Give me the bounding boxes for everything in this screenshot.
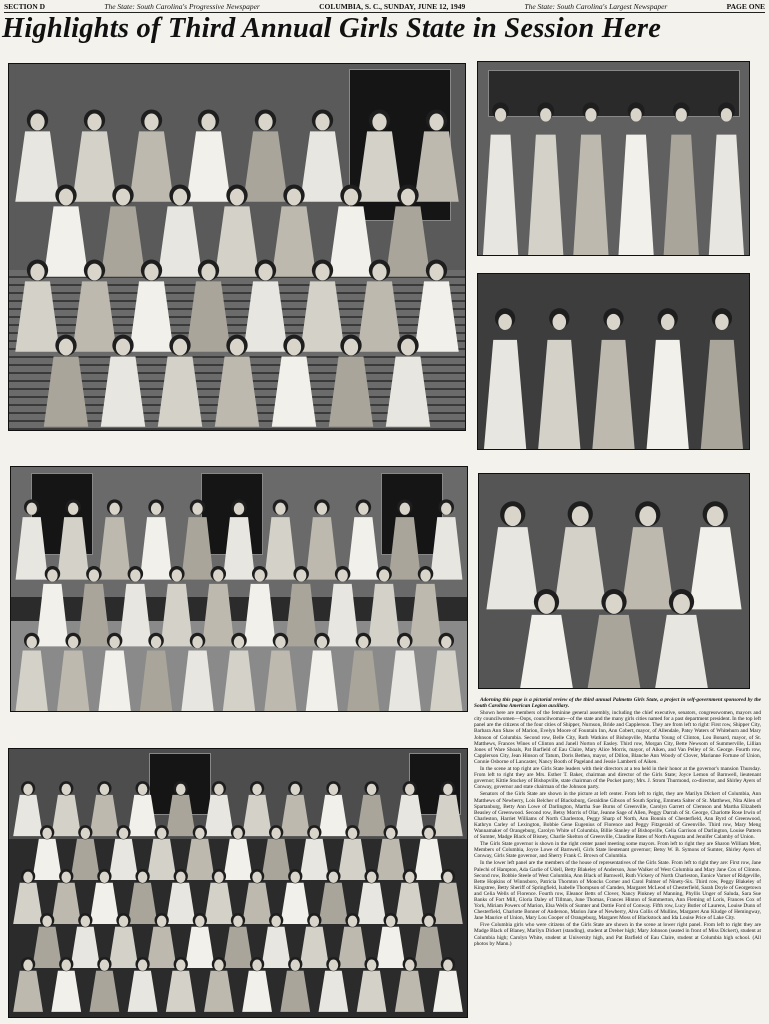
person-figure <box>15 109 59 201</box>
person-figure <box>98 499 130 579</box>
caption-paragraph: The Girls State governor is shown in the right center panel meeting some mayors. From left to right they are Sharon William Mett, Members of Columbia, Joyce Lowe of Barnwell, Girls State lieutenant governor; Betsy W. B. Symons of Sumter, Shirley Ayers of Conway, Girls State governor, and Sherry Frank C. Brown of Columbia. <box>474 841 761 860</box>
figures-bottom-group <box>9 749 467 1017</box>
section-label: SECTION D <box>4 1 46 11</box>
tagline-right: The State: South Carolina's Largest Newspaper <box>524 1 668 11</box>
person-figure <box>357 109 401 201</box>
person-figure <box>484 308 526 449</box>
caption-paragraph: Five Columbia girls who were citizens of the Girls State are shown in the scene at lower right panel. From left to right they are Madge Black of Blaney, Marilyn Dickert (standing), student at Dreher high; Mary Johnson (seated in front of Miss Dickert), student at Columbia high; Carolyn White, student at University high, and Pat Barfield of Eau Claire, student at Columbia high school. (All photos by Mann.) <box>474 922 761 947</box>
person-figure <box>592 308 634 449</box>
caption-paragraph: In the lower left panel are the members of the house of representatives of the Girls State. From left to right they are: First row, Jane Palechi of Hampton, Ada Garlie of Udell, Betty Blakeley of Anderson, June Walker of West Columbia and Mary Jane Cox of Clinton. Second row, Bobbie Steele of West Columbia, Ann Black of Barnwell, Ruth Vickery of North Charleston, Eunice Varner of Ridgeville, Bette Hopkins of Winnsboro, Patricia Thornton of Moncks Corner and Carol Palmer of Ninety-Six. Third row, Peggy Blakeley of Kingstree, Betty Sheriff of Springfield, Isabelle Thompson of Camden, Margaret McLeod of Chesterfield, Sarah Doyle of Georgetown and Celia Wells of Florence. Fourth row, Eleanor Betts of Clover, Nancy Pinkney of Manning, Phyllis Unger of Saluda, Sara Sue Banks of Fort Mill, Gloria Daley of Tillman, June Thomas, Frances Hinton of Summerton, Ann Fleming of Loris, Frances Cox of York, Miriam Powers of Marion, Elsa Wells of Sumter and Dottie Ford of Conway. Fifth row, Lucy Butler of Laurens, Louise Dunn of Chesterfield, Charlotte Bonner of Anderson, Marion Jane of Newberry, Alva Collis of Mullins, Margaret Ann Kludge of Hemingway, Jane Maurice of Union, Mary Lou Cooper of Orangeburg, Margaret Moss of Blackstock and Ida Louise Price of Lake City. <box>474 860 761 922</box>
person-figure <box>57 499 89 579</box>
person-figure <box>13 781 43 836</box>
person-figure <box>128 781 158 836</box>
person-figure <box>280 781 310 836</box>
person-figure <box>389 499 421 579</box>
person-figure <box>186 109 230 201</box>
figures-hats-group <box>478 62 749 255</box>
person-figure <box>709 102 744 255</box>
person-figure <box>701 308 743 449</box>
person-figure <box>90 781 120 836</box>
person-figure <box>664 102 699 255</box>
figures-reception-line <box>478 274 749 449</box>
person-figure <box>51 781 81 836</box>
person-figure <box>204 781 234 836</box>
person-figure <box>166 781 196 836</box>
caption-paragraph: Senators of the Girls State are shown in the picture at left center. From left to right, they are Marilyn Dickert of Columbia, Ann Matthews of Newberry, Lois Belcher of Blacksburg, Geraldine Gibson of South Spring, Emmeta Salter of St. Matthews, Nita Allen of Spartanburg, Betty Ann Lowe of Darlington, Martha Sue Burns of Greenville, Carolyn Garrett of Clemson and Martha Elizabeth Beasley of Greenwood. Second row, Betsy Morris of Olar, Jeanne Sage of Allen, Peggy Darrah of St. George, Charlotte Rose Irwin of Charleston, Harriet Williams of North Charleston, Peggy Sharp of North, Ann Bonnin of Chesterfield, Ann Byrd of Greenwood, Kathryn Carley of Lexington, Bobbie Gene Eugenius of Florence and Peggy Fitzgerald of Greenville. Third row, Mary Meng Wannamaker of Orangeburg, Carolyn White of Columbia, Billie Stanley of Bishopville, Celia Garrison of Darlington, Louise Pattern of Sumter, Madge Black of Bisney, Charlie Skelton of Greenville, Claudine Bates of North Augusta and Jennifer Calamby of Union. <box>474 791 761 841</box>
person-figure <box>264 499 296 579</box>
figures-small-group <box>479 474 749 688</box>
person-figure <box>72 109 116 201</box>
photo-reception-line <box>477 273 750 450</box>
person-figure <box>483 102 518 255</box>
caption-lead: Adorning this page is a pictorial review of the third annual Palmetto Girls State, a project in self-government sponsored by the South Carolina American Legion auxiliary. <box>474 697 761 710</box>
person-figure <box>319 781 349 836</box>
person-figure <box>140 499 172 579</box>
person-figure <box>306 499 338 579</box>
person-figure <box>357 781 387 836</box>
person-figure <box>618 102 653 255</box>
person-figure <box>129 109 173 201</box>
person-figure <box>538 308 580 449</box>
person-figure <box>486 501 539 609</box>
figures-front-group <box>11 467 467 711</box>
person-figure <box>647 308 689 449</box>
person-figure <box>689 501 742 609</box>
person-figure <box>621 501 674 609</box>
person-figure <box>243 109 287 201</box>
person-figure <box>430 499 462 579</box>
person-figure <box>347 499 379 579</box>
person-figure <box>181 499 213 579</box>
person-figure <box>395 781 425 836</box>
figures-steps-group <box>9 64 465 430</box>
photo-steps-group <box>8 63 466 431</box>
person-figure <box>242 781 272 836</box>
person-figure <box>573 102 608 255</box>
person-figure <box>528 102 563 255</box>
page-number: PAGE ONE <box>726 1 765 11</box>
caption-paragraph: In the scene at top right are Girls State leaders with their directors at a tea held in their honor at the governor's mansion Thursday. From left to right they are Mrs. Esther T. Baker, chairman and director of the Girls State; Joyce Lemon of Barnwell, lieutenant governor; Kittie Stuckey of Bishopville, state chairman of the Pocket party; Mrs. J. Strom Thurmond, co-director, and Shirley Ayers of Conway, governor and state chairman of the Johnson party. <box>474 766 761 791</box>
tagline-left: The State: South Carolina's Progressive Newspaper <box>104 1 260 11</box>
person-figure <box>300 109 344 201</box>
photo-front-group <box>10 466 468 712</box>
photo-bottom-group <box>8 748 468 1018</box>
person-figure <box>414 109 458 201</box>
photo-hats-group <box>477 61 750 256</box>
person-figure <box>433 781 463 836</box>
page-headline: Highlights of Third Annual Girls State in Session Here <box>2 13 662 44</box>
person-figure <box>554 501 607 609</box>
photo-caption-text <box>474 697 761 1019</box>
dateline: COLUMBIA, S. C., SUNDAY, JUNE 12, 1949 <box>319 1 466 11</box>
person-figure <box>223 499 255 579</box>
person-figure <box>16 499 48 579</box>
photo-small-group <box>478 473 750 689</box>
caption-paragraph: Shown here are members of the feminine general assembly, including the chief executive, senators, congresswomen, mayors and city councilwomen—Oops, councilwoman—of the state and the many girls cities named for a past department president. In the top left panel are the citizens of the four cities of Shipper, Nurnson, Bride and Capplerson. They are from left to right: First row, Shipper City, Barbara Ann Shaw of Marion, Evelyn Moore of Fountain Inn, Ann Cobert, mayor, of Allendale, Patsy Waters of Whitehurn and Mary Johnson of Columbia. Second row, Belle City, Ruth Watkins of Bishopville, Martha Young of Clinton, Lou Bonard, mayor, of St. Matthews, Frances Wines of Clinton and Janell Norton of Easley. Third row, Morgan City, Bette Newsom of Summerville, Lillian Jones of Ware Shoals, Pat Barfield of Eau Claire, Mary Alice Morris, mayor, of Aiken, and Van Pelley of St. George. Fourth row, Capplerson City, Jean Hinson of Tatum, Doris Bethea, mayor, of Dillon, Blanche Ann Woody of Clover, Marianne Fortune of Union, Connie Osborne of Lancaster, Nancy Booth of Pageland and Jessie Lamberti of Aiken. <box>474 710 761 765</box>
